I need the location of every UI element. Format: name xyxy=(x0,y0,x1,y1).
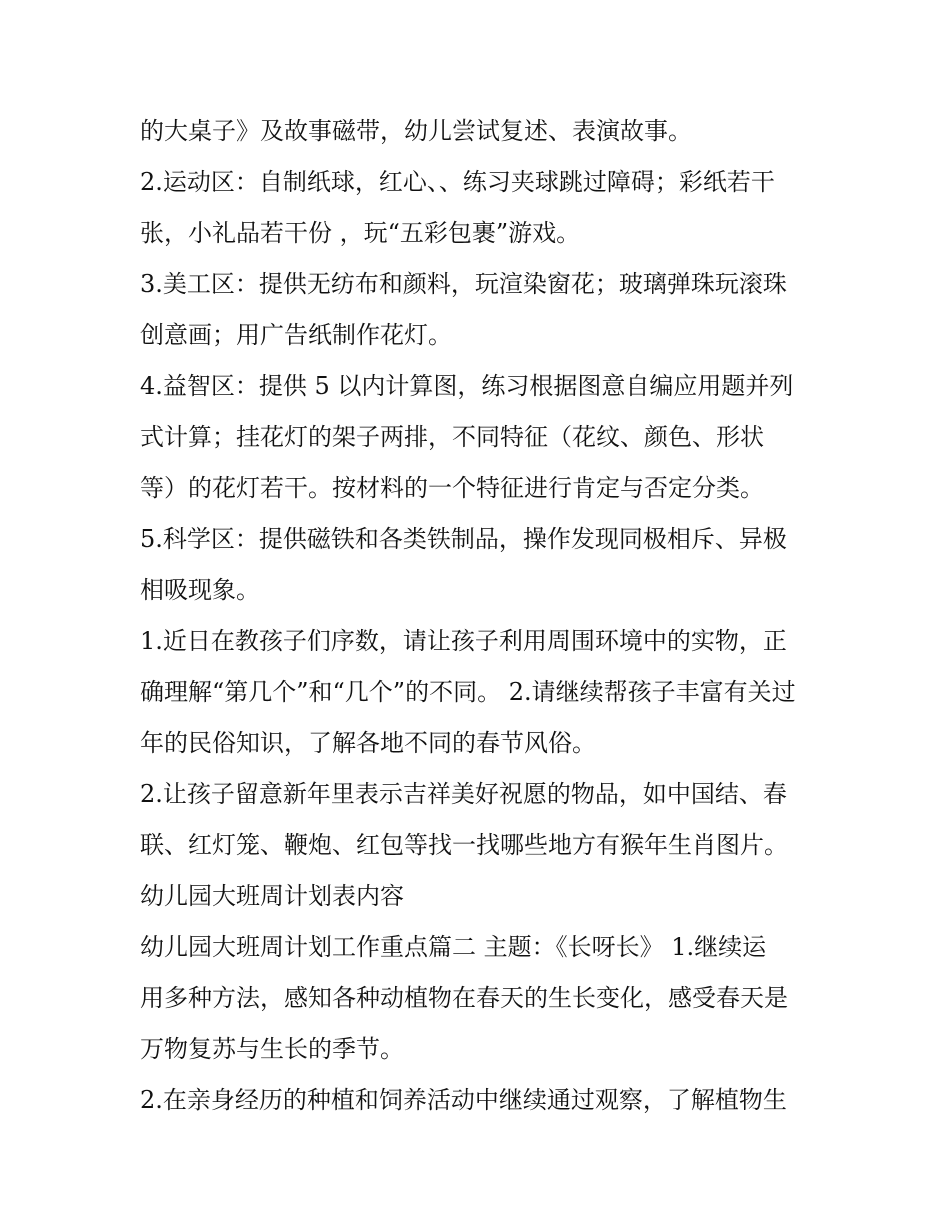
text-line: 年的民俗知识，了解各地不同的春节风俗。 xyxy=(140,729,596,757)
text-line: 相吸现象。 xyxy=(140,576,260,604)
text-line: 3.美工区：提供无纺布和颜料，玩渲染窗花；玻璃弹珠玩滚珠 xyxy=(140,270,787,298)
text-line: 创意画；用广告纸制作花灯。 xyxy=(140,321,452,349)
text-line: 5.科学区：提供磁铁和各类铁制品，操作发现同极相斥、异极 xyxy=(140,525,787,553)
text-line: 确理解“第几个”和“几个”的不同。 2.请继续帮孩子丰富有关过 xyxy=(140,678,796,706)
text-line: 用多种方法，感知各种动植物在春天的生长变化，感受春天是 xyxy=(140,984,788,1012)
text-line: 联、红灯笼、鞭炮、红包等找一找哪些地方有猴年生肖图片。 xyxy=(140,831,788,859)
text-line: 的大桌子》及故事磁带，幼儿尝试复述、表演故事。 xyxy=(140,117,692,145)
text-line: 万物复苏与生长的季节。 xyxy=(140,1035,404,1063)
document-body xyxy=(140,106,820,1126)
text-line: 式计算；挂花灯的架子两排，不同特征（花纹、颜色、形状 xyxy=(140,423,764,451)
text-line: 2.在亲身经历的种植和饲养活动中继续通过观察，了解植物生 xyxy=(140,1086,787,1114)
text-line: 1.近日在教孩子们序数，请让孩子利用周围环境中的实物，正 xyxy=(140,627,787,655)
text-line: 等）的花灯若干。按材料的一个特征进行肯定与否定分类。 xyxy=(140,474,764,502)
text-line: 张，小礼品若干份 ，玩“五彩包裹”游戏。 xyxy=(140,219,581,247)
section-heading: 幼儿园大班周计划表内容 xyxy=(140,882,404,910)
text-line: 2.运动区：自制纸球，红心、、练习夹球跳过障碍；彩纸若干 xyxy=(140,168,775,196)
text-line: 4.益智区：提供 5 以内计算图，练习根据图意自编应用题并列 xyxy=(140,372,794,400)
text-line: 幼儿园大班周计划工作重点篇二 主题：《长呀长》 1.继续运 xyxy=(140,933,767,961)
text-line: 2.让孩子留意新年里表示吉祥美好祝愿的物品，如中国结、春 xyxy=(140,780,787,808)
